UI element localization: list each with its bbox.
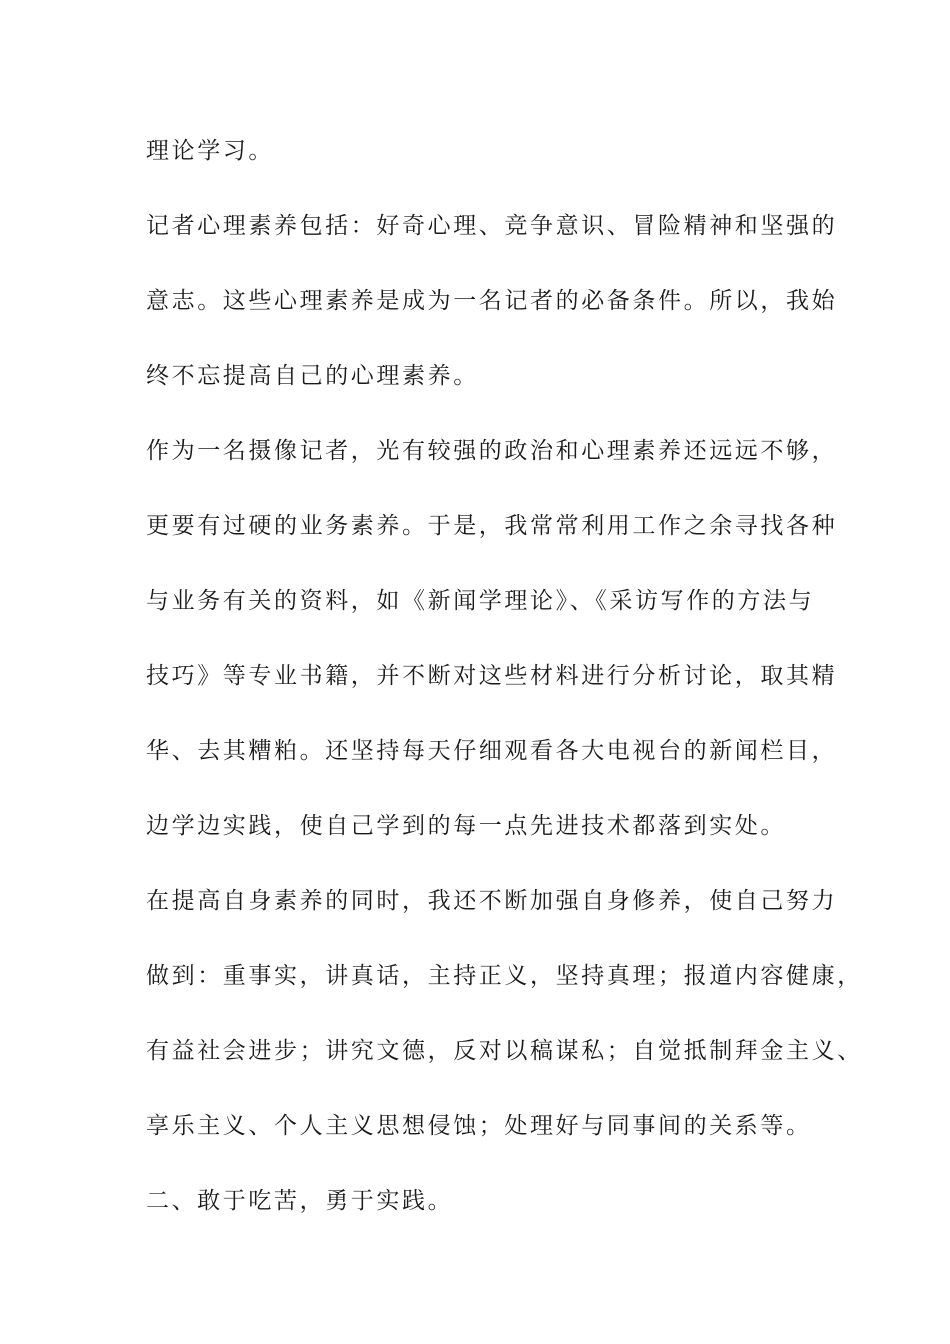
text-line: 技巧》等专业书籍，并不断对这些材料进行分析讨论，取其精	[146, 663, 838, 689]
text-line: 意志。这些心理素养是成为一名记者的必备条件。所以，我始	[146, 288, 838, 314]
text-line: 终不忘提高自己的心理素养。	[146, 363, 479, 389]
text-line: 边学边实践，使自己学到的每一点先进技术都落到实处。	[146, 813, 786, 839]
text-line: 作为一名摄像记者，光有较强的政治和心理素养还远远不够，	[146, 438, 838, 464]
text-line: 在提高自身素养的同时，我还不断加强自身修养，使自己努力	[146, 888, 838, 914]
text-line: 享乐主义、个人主义思想侵蚀；处理好与同事间的关系等。	[146, 1113, 812, 1139]
text-line: 二、敢于吃苦，勇于实践。	[146, 1188, 454, 1214]
text-line: 理论学习。	[146, 138, 274, 164]
text-line: 记者心理素养包括：好奇心理、竞争意识、冒险精神和坚强的	[146, 213, 838, 239]
text-line: 与业务有关的资料，如《新闻学理论》、《采访写作的方法与	[146, 588, 815, 614]
text-line: 有益社会进步；讲究文德，反对以稿谋私；自觉抵制拜金主义、	[146, 1038, 863, 1064]
text-line: 做到：重事实，讲真话，主持正义，坚持真理；报道内容健康，	[146, 963, 863, 989]
text-line: 更要有过硬的业务素养。于是，我常常利用工作之余寻找各种	[146, 513, 838, 539]
text-line: 华、去其糟粕。还坚持每天仔细观看各大电视台的新闻栏目，	[146, 738, 838, 764]
